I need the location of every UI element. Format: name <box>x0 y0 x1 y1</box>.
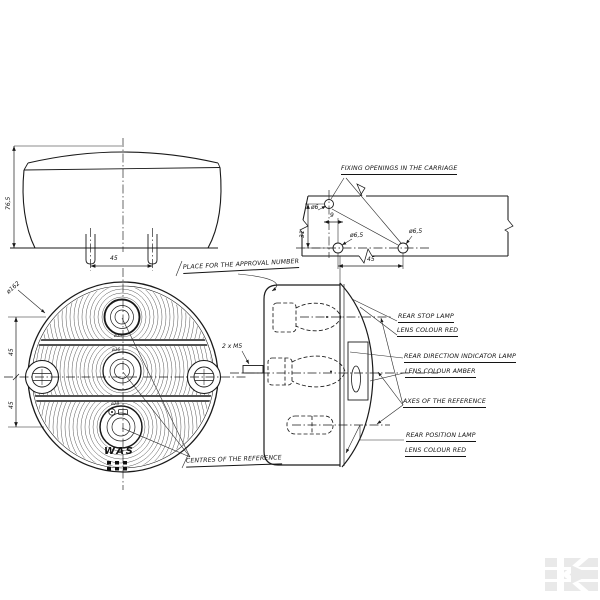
fixing-openings-view <box>296 178 513 284</box>
callout-rear-indicator-lamp: REAR DIRECTION INDICATOR LAMP <box>404 354 516 363</box>
mounting-studs <box>86 228 157 271</box>
side-view <box>10 138 221 271</box>
dim-bottom-lamp-dia: ø28 <box>111 401 120 407</box>
dim-fixing-hole-right: ø6,5 <box>409 228 423 235</box>
centres-reference-note: CENTRES OF THE REFERENCE <box>186 455 282 467</box>
top-lamp-circle <box>105 300 140 335</box>
callout-axes-reference: AXES OF THE REFERENCE <box>403 399 486 408</box>
kramp-logo-watermark-icon <box>545 551 598 598</box>
approval-place-note: PLACE FOR THE APPROVAL NUMBER <box>183 259 300 274</box>
middle-lamp-circle <box>103 352 141 390</box>
callout-rear-stop-lamp: REAR STOP LAMP <box>398 314 454 323</box>
lens-brand-text: WAS <box>104 446 135 457</box>
dim-stud-spacing: 45 <box>110 255 118 262</box>
callout-rear-position-lamp: REAR POSITION LAMP <box>406 433 476 442</box>
dim-fixing-spacing: 45 <box>367 256 375 263</box>
dim-mid-lamp-dia: ø36 <box>112 347 121 353</box>
dim-centres-upper: 45 <box>8 348 15 356</box>
dim-fixing-hole-top: ø6 <box>311 204 319 211</box>
dim-lens-diameter: ø162 <box>5 280 22 296</box>
callout-stop-lens-colour: LENS COLOUR RED <box>397 328 458 337</box>
callout-indicator-lens-colour: LENS COLOUR AMBER <box>405 369 476 378</box>
dim-stud-thread: 2 x M5 <box>222 343 243 350</box>
approval-marks <box>107 461 127 471</box>
bottom-lamp-circle <box>100 406 142 448</box>
callout-leader-lines <box>346 299 404 453</box>
dim-body-height: 76,5 <box>5 196 12 210</box>
section-view <box>176 261 438 467</box>
dim-fixing-offset: 9 <box>330 212 334 219</box>
fixing-title-note: FIXING OPENINGS IN THE CARRIAGE <box>341 166 457 175</box>
dim-centres-lower: 45 <box>8 401 15 409</box>
dim-fixing-vertical: 31 <box>299 230 306 238</box>
dim-top-lamp-dia: ø38 <box>114 333 123 339</box>
callout-position-lens-colour: LENS COLOUR RED <box>405 448 466 457</box>
stud-section <box>243 366 263 374</box>
dim-fixing-hole-left: ø6,5 <box>350 232 364 239</box>
bulbs-dashed <box>268 303 345 434</box>
